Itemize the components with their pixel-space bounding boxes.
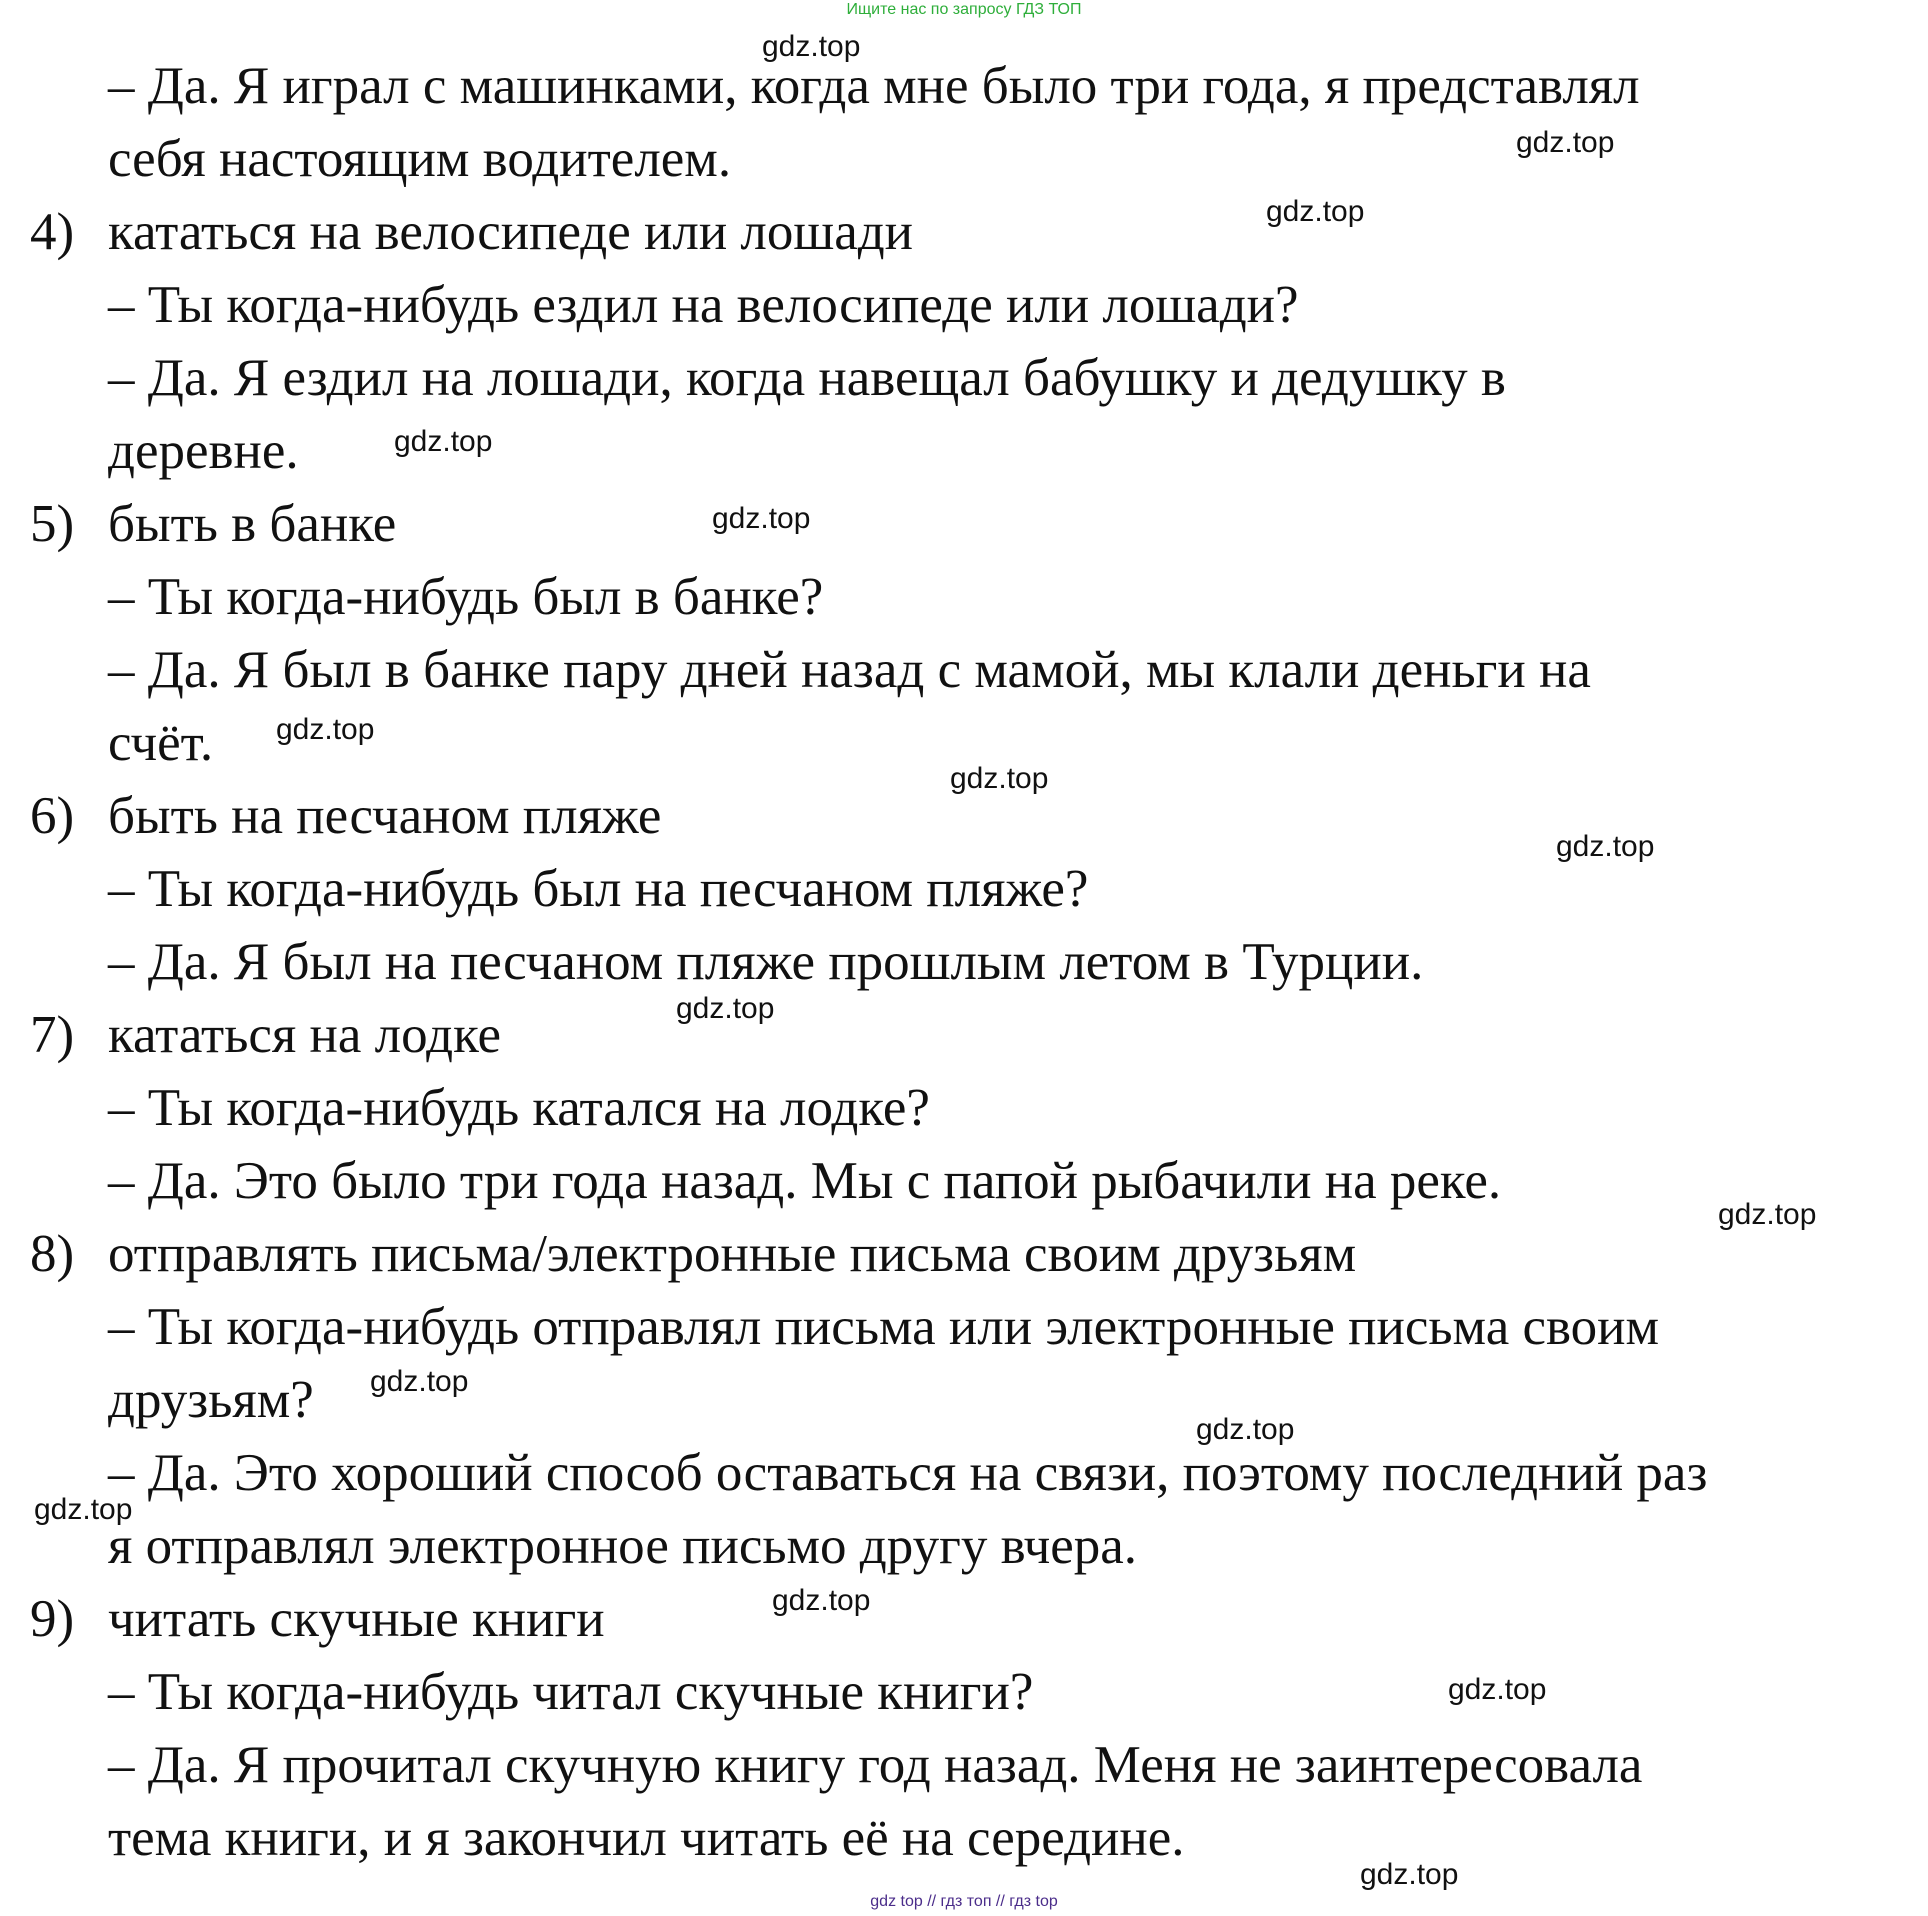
line-text: – Ты когда-нибудь ездил на велосипеде или лошади?	[108, 276, 1299, 334]
line-text: деревне.	[108, 422, 299, 480]
text-line	[0, 415, 1928, 488]
top-banner: Ищите нас по запросу ГДЗ ТОП	[846, 1, 1082, 18]
line-text: – Да. Я играл с машинками, когда мне было три года, я представлял	[108, 57, 1640, 115]
line-text: – Ты когда-нибудь был на песчаном пляже?	[108, 860, 1089, 918]
footer: gdz top // гдз топ // гдз top	[870, 1893, 1058, 1910]
text-line	[0, 196, 1928, 269]
line-text: читать скучные книги	[108, 1590, 605, 1648]
line-text: – Ты когда-нибудь отправлял письма или электронные письма своим	[108, 1298, 1660, 1356]
line-text: – Да. Это хороший способ оставаться на связи, поэтому последний раз	[108, 1444, 1708, 1502]
watermark: gdz.top	[1196, 1413, 1295, 1446]
watermark: gdz.top	[34, 1493, 133, 1526]
text-line	[0, 50, 1928, 123]
watermark: gdz.top	[1516, 126, 1615, 159]
line-text: – Да. Это было три года назад. Мы с папой рыбачили на реке.	[108, 1152, 1502, 1210]
text-line	[0, 1437, 1928, 1510]
line-text: – Ты когда-нибудь читал скучные книги?	[108, 1663, 1034, 1721]
watermark: gdz.top	[394, 425, 493, 458]
text-line	[0, 1364, 1928, 1437]
item-number: 7)	[30, 1006, 75, 1064]
watermark: gdz.top	[1448, 1673, 1547, 1706]
line-text: друзьям?	[108, 1371, 314, 1429]
text-line	[0, 1656, 1928, 1729]
line-text: себя настоящим водителем.	[108, 130, 732, 188]
line-text: – Ты когда-нибудь был в банке?	[108, 568, 824, 626]
text-line	[0, 1072, 1928, 1145]
watermark: gdz.top	[950, 762, 1049, 795]
line-text: – Да. Я был на песчаном пляже прошлым летом в Турции.	[108, 933, 1424, 991]
line-text: быть в банке	[108, 495, 397, 553]
text-line	[0, 269, 1928, 342]
item-number: 6)	[30, 787, 75, 845]
text-line	[0, 1583, 1928, 1656]
text-line	[0, 634, 1928, 707]
line-text: – Ты когда-нибудь катался на лодке?	[108, 1079, 930, 1137]
line-text: быть на песчаном пляже	[108, 787, 662, 845]
line-text: – Да. Я был в банке пару дней назад с мамой, мы клали деньги на	[108, 641, 1591, 699]
text-line	[0, 1291, 1928, 1364]
text-line	[0, 999, 1928, 1072]
watermark: gdz.top	[1556, 830, 1655, 863]
watermark: gdz.top	[712, 502, 811, 535]
text-line	[0, 342, 1928, 415]
line-text: кататься на лодке	[108, 1006, 502, 1064]
line-text: – Да. Я прочитал скучную книгу год назад. Меня не заинтересовала	[108, 1736, 1643, 1794]
watermark: gdz.top	[772, 1584, 871, 1617]
text-line	[0, 1145, 1928, 1218]
line-text: кататься на велосипеде или лошади	[108, 203, 914, 261]
text-line	[0, 488, 1928, 561]
line-text: – Да. Я ездил на лошади, когда навещал бабушку и дедушку в	[108, 349, 1506, 407]
watermark: gdz.top	[1360, 1858, 1459, 1891]
line-text: я отправлял электронное письмо другу вчера.	[108, 1517, 1138, 1575]
item-number: 9)	[30, 1590, 75, 1648]
text-line	[0, 1802, 1928, 1875]
watermark: gdz.top	[370, 1365, 469, 1398]
watermark: gdz.top	[676, 992, 775, 1025]
watermark: gdz.top	[762, 30, 861, 63]
watermark: gdz.top	[1266, 195, 1365, 228]
item-number: 4)	[30, 203, 75, 261]
item-number: 5)	[30, 495, 75, 553]
text-line	[0, 1218, 1928, 1291]
text-line	[0, 123, 1928, 196]
line-text: отправлять письма/электронные письма своим друзьям	[108, 1225, 1357, 1283]
text-line	[0, 561, 1928, 634]
watermark: gdz.top	[276, 713, 375, 746]
watermark: gdz.top	[1718, 1198, 1817, 1231]
text-line	[0, 1729, 1928, 1802]
line-text: счёт.	[108, 714, 214, 772]
line-text: тема книги, и я закончил читать её на середине.	[108, 1809, 1185, 1867]
text-line	[0, 926, 1928, 999]
item-number: 8)	[30, 1225, 75, 1283]
document-body	[0, 50, 1928, 1875]
text-line	[0, 1510, 1928, 1583]
